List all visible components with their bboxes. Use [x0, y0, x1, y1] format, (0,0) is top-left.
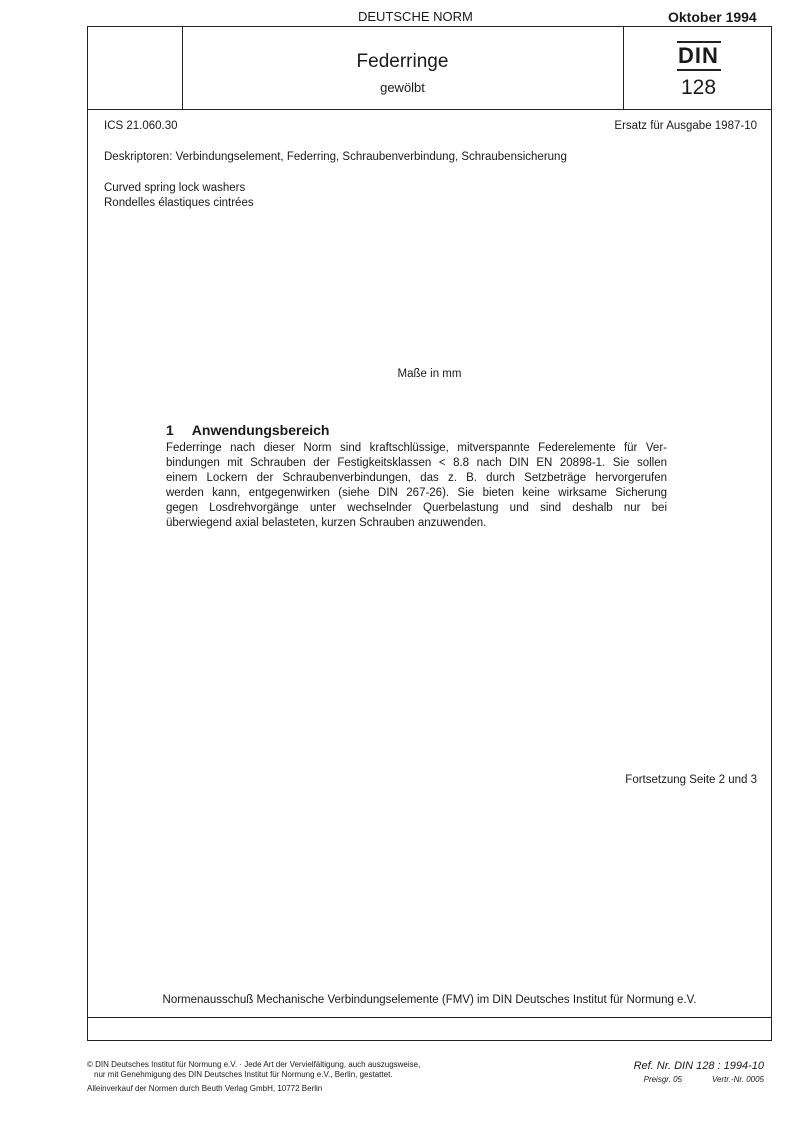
page-frame: [87, 26, 772, 1041]
title-french: Rondelles élastiques cintrées: [104, 197, 254, 209]
reference-number: Ref. Nr. DIN 128 : 1994-10: [633, 1060, 764, 1072]
section-body: [166, 441, 667, 531]
committee-bottom-line: [88, 1017, 771, 1018]
document-title: Federringe: [356, 51, 449, 72]
copyright-line-1: © DIN Deutsches Institut für Normung e.V. · Jede Art der Vervielfältigung, auch auszugsweise,: [87, 1060, 421, 1069]
din-logo: [624, 41, 773, 71]
ics-code: ICS 21.060.30: [104, 120, 178, 132]
document-subtitle: gewölbt: [380, 80, 425, 95]
section-line: Federringe nach dieser Norm sind kraftschlüssige, mitverspannte Federelemente für Ver-: [166, 442, 667, 454]
section-title: Anwendungsbereich: [191, 422, 330, 438]
sales-number: Vertr.-Nr. 0005: [711, 1075, 764, 1084]
issue-date: Oktober 1994: [668, 9, 757, 25]
sales-note: Alleinverkauf der Normen durch Beuth Verlag GmbH, 10772 Berlin: [87, 1084, 323, 1093]
committee-line: Normenausschuß Mechanische Verbindungselemente (FMV) im DIN Deutsches Institut für Normung e.V.: [162, 994, 697, 1006]
section-line: werden kann, entgegenwirken (siehe DIN 267-26). Sie bieten keine wirksame Sicherung: [166, 487, 667, 499]
standard-type: DEUTSCHE NORM: [358, 9, 473, 24]
din-logo-text: DIN: [678, 43, 719, 68]
section-number: 1: [166, 422, 174, 438]
section-line: einem Lockern der Schraubenverbindungen, das z. B. durch Setzbeträge hervorgerufen: [166, 472, 667, 484]
units-note: Maße in mm: [397, 368, 462, 380]
header-bottom-line: [88, 109, 771, 110]
section-line: bindungen mit Schrauben der Festigkeitsklassen < 8.8 nach DIN EN 20898-1. Sie sollen: [166, 457, 667, 469]
section-line: überwiegend axial belasteten, kurzen Schrauben anzuwenden.: [166, 517, 487, 529]
section-line: gegen Losdrehvorgänge unter wechselnder Querbelastung und sind deshalb nur bei: [166, 502, 667, 514]
replacement-note: Ersatz für Ausgabe 1987-10: [614, 120, 757, 132]
din-number: 128: [680, 76, 717, 99]
descriptors: Deskriptoren: Verbindungselement, Federring, Schraubenverbindung, Schraubensicherung: [104, 151, 567, 163]
copyright-line-2: nur mit Genehmigung des DIN Deutsches Institut für Normung e.V., Berlin, gestattet.: [94, 1070, 393, 1079]
section-heading: [166, 422, 329, 438]
title-english: Curved spring lock washers: [104, 182, 246, 194]
continuation-note: Fortsetzung Seite 2 und 3: [625, 774, 757, 786]
price-group: Preisgr. 05: [643, 1075, 682, 1084]
